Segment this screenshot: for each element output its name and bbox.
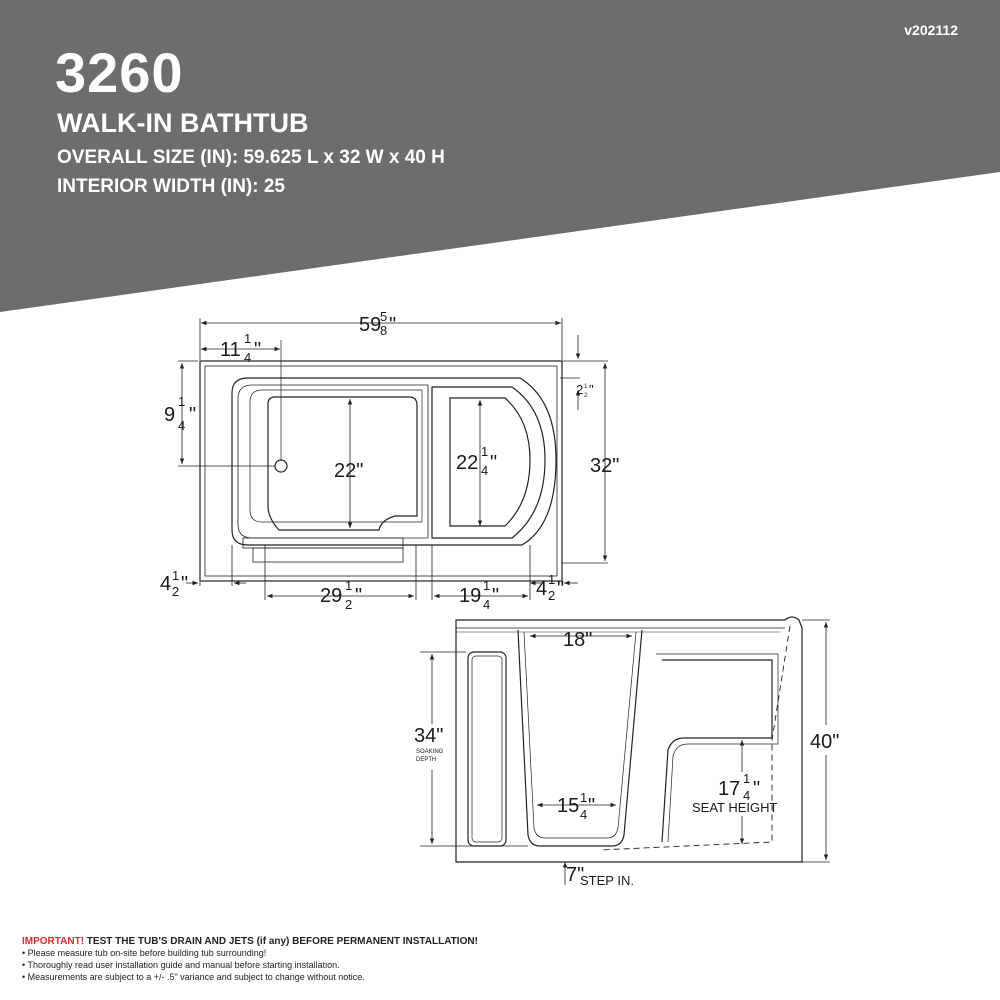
soaking-label-2: DEPTH [416,757,437,763]
top-view-drain [275,460,287,472]
bottom-width-mark: " [588,795,596,817]
seat-depth-num: 1 [481,444,489,459]
side-view [456,617,802,862]
model-number: 3260 [55,41,184,104]
left-wall-den: 2 [172,584,180,599]
seat-height-den: 4 [743,788,751,803]
rim-den: 2 [584,393,588,399]
soaking-label-1: SOAKING [416,749,444,755]
right-wall-den: 2 [548,588,556,603]
inner-length-num: 1 [345,578,353,593]
drain-depth-whole: 9 [164,404,176,426]
seat-length-whole: 19 [459,585,482,607]
height-label: 40" [810,731,840,753]
drain-offset-whole: 11 [220,339,241,361]
left-wall-mark: " [181,573,189,595]
right-wall-mark: " [557,578,565,600]
note-bullet: • Thoroughly read user installation guide and manual before starting installation. [22,960,340,970]
top-view-dimension-labels [160,309,619,612]
drain-depth-mark: " [189,404,197,426]
drain-offset-den: 4 [244,350,252,365]
seat-height-whole: 17 [718,778,741,800]
top-view-basin-outline [232,378,556,545]
seat-depth-mark: " [490,452,498,474]
note-bullet: • Measurements are subject to a +/- .5" variance and subject to change without notice. [22,972,365,982]
important-text: TEST THE TUB'S DRAIN AND JETS (if any) BEFORE PERMANENT INSTALLATION! [84,936,478,947]
seat-height-mark: " [753,778,761,800]
seat-depth-den: 4 [481,463,489,478]
step-in-text: STEP IN. [580,873,634,888]
soaking-depth-label: 34" [414,725,444,747]
seat-length-mark: " [492,585,500,607]
interior-width: INTERIOR WIDTH (IN): 25 [57,176,285,197]
bottom-width-den: 4 [580,807,588,822]
width-label: 32" [590,455,620,477]
seat-height-label: SEAT HEIGHT [692,800,778,815]
seat-length-den: 4 [483,597,491,612]
floor-width-label: 18" [563,629,593,651]
rim-whole: 2 [576,382,584,397]
top-view-dimension-lines [178,318,608,600]
version-code: v202112 [904,22,958,38]
step-in-label: 7" [566,864,585,886]
length-num: 5 [380,309,388,324]
note-bullet: • Please measure tub on-site before building tub surrounding! [22,948,267,958]
top-view [178,340,562,581]
overall-size: OVERALL SIZE (IN): 59.625 L x 32 W x 40 H [57,147,445,168]
installation-notes [22,936,982,983]
drain-depth-den: 4 [178,418,186,433]
top-view-seat [432,387,545,538]
side-view-left-panel [468,652,506,846]
inner-length-whole: 29 [320,585,343,607]
inner-depth-label: 22" [334,460,364,482]
bottom-width-whole: 15 [557,795,580,817]
right-wall-num: 1 [548,572,556,587]
inner-length-mark: " [355,585,363,607]
length-whole: 59 [359,314,382,336]
rim-num: 1 [584,384,588,390]
drain-offset-num: 1 [244,331,252,346]
drain-offset-mark: " [254,339,262,361]
important-label: IMPORTANT! [22,936,85,947]
important-notice [22,936,982,947]
seat-length-num: 1 [483,578,491,593]
left-wall-whole: 4 [160,573,172,595]
length-mark: " [389,314,397,336]
rim-mark: " [589,382,594,397]
bottom-width-num: 1 [580,790,588,805]
inner-length-den: 2 [345,597,353,612]
right-wall-whole: 4 [536,578,548,600]
length-den: 8 [380,323,388,338]
left-wall-num: 1 [172,568,180,583]
seat-height-num: 1 [743,771,751,786]
product-type: WALK-IN BATHTUB [57,108,309,138]
drain-depth-num: 1 [178,394,186,409]
seat-depth-whole: 22 [456,452,479,474]
